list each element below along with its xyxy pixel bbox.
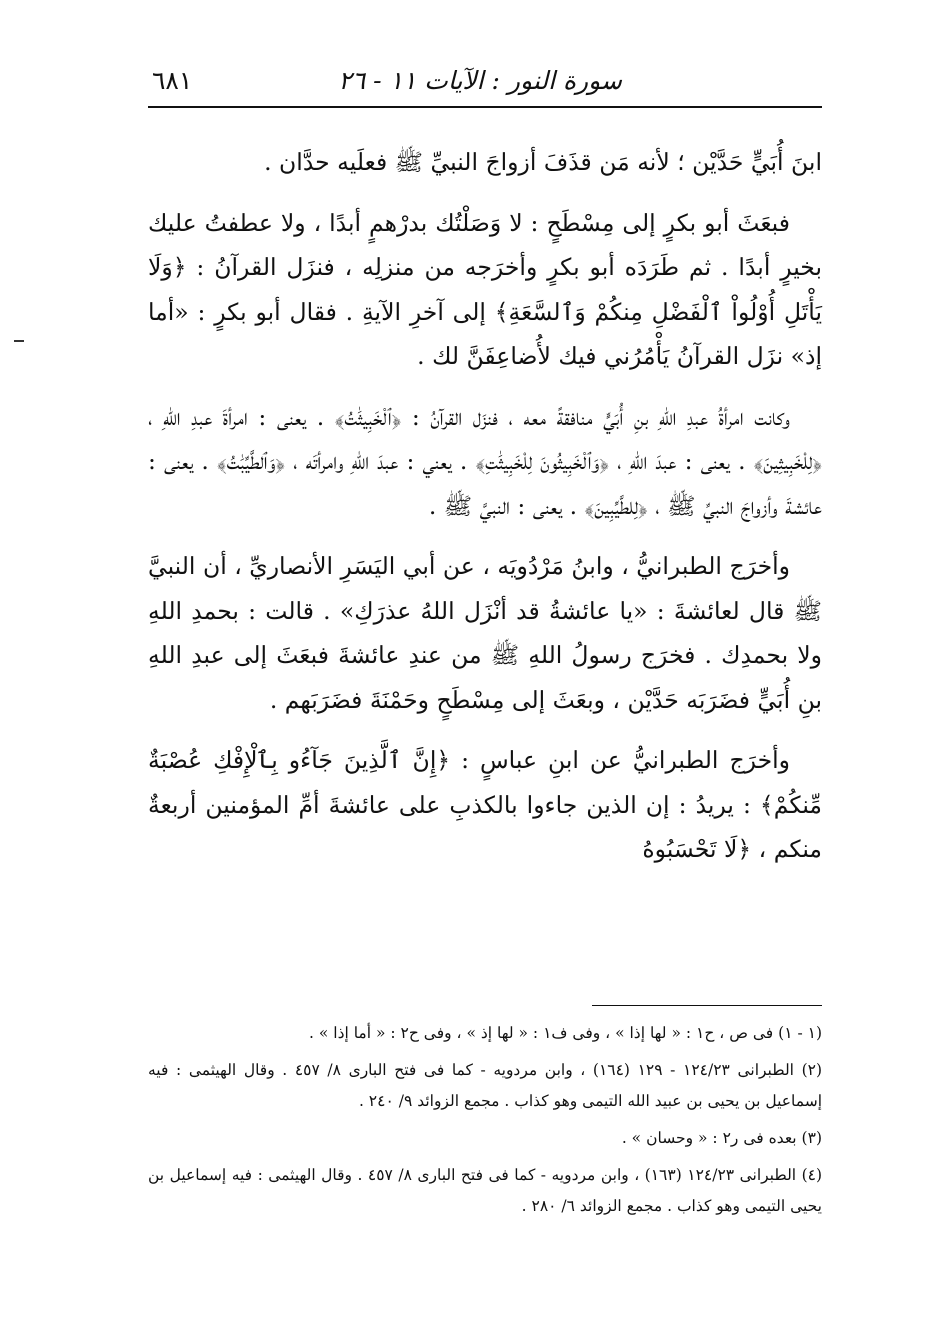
footnotes: [148, 1018, 822, 1228]
footnote-1: (١ - ١) فى ص ، ح١ : « لها إذا » ، وفى ف١ : « لها إذ » ، وفى ح٢ : « أما إذا » .: [309, 1024, 822, 1042]
margin-mark: [14, 340, 24, 342]
page-number: ٦٨١: [152, 66, 193, 95]
footnote-3: (٣) بعده فى ر٢ : « وحسان » .: [621, 1129, 822, 1147]
paragraph-3: وكانت امرأةُ عبدِ اللهِ بنِ أُبَيٍّ منافقةً معه ، فنزَل القرآنُ : ﴿ٱلْخَبِيثَٰتُ﴾ . يعنى : امرأةَ عبدِ اللهِ ، ﴿لِلْخَبِيثِينَ﴾ . يعنى : عبدَ اللهِ ، ﴿وَٱلْخَبِيثُونَ لِلْخَبِيثَٰتِ﴾ . يعني : عبدَ اللهِ وامرأتَه ، ﴿وَٱلطَّيِّبَٰتُ﴾ . يعنى : عائشةَ وأزواجَ النبيِّ ﷺ ، ﴿لِلطَّيِّبِينَ﴾ . يعنى : النبيَّ ﷺ .: [148, 402, 822, 520]
paragraph-1: ابنَ أُبَيٍّ حَدَّيْن ؛ لأنه مَن قذَفَ أزواجَ النبيِّ ﷺ فعلَيه حدَّان .: [264, 148, 822, 176]
footnote-divider: [592, 1005, 822, 1006]
footnote-2: (٢) الطبرانى ١٢٤/٢٣ - ١٢٩ (١٦٤) ، وابن مردويه - كما فى فتح البارى ٨/ ٤٥٧ . وقال الهيثمى : فيه إسماعيل بن يحيى بن عبيد الله التيمى وهو كذاب . مجمع الزوائد ٩/ ٢٤٠ .: [148, 1061, 823, 1110]
main-text: [148, 140, 822, 888]
surah-title: سورة النور : الآيات ١١ - ٢٦: [338, 66, 622, 95]
running-header: [148, 62, 822, 108]
paragraph-5: وأخرَج الطبرانيُّ عن ابنِ عباسٍ : ﴿إِنَّ ٱلَّذِينَ جَآءُو بِٱلْإِفْكِ عُصْبَةٌ مِّنكُمْ﴾ : يريدُ : إن الذين جاءوا بالكذبِ على عائشةَ أمِّ المؤمنين أربعةٌ منكم ، ﴿لَا تَحْسَبُوهُ: [148, 746, 822, 863]
footnote-4: (٤) الطبرانى ١٢٤/٢٣ (١٦٣) ، وابن مردويه - كما فى فتح البارى ٨/ ٤٥٧ . وقال الهيثمى : فيه إسماعيل بن يحيى التيمى وهو كذاب . مجمع الزوائد ٦/ ٢٨٠ .: [148, 1166, 823, 1215]
paragraph-4: وأخرَج الطبرانيُّ ، وابنُ مَرْدُويَه ، عن أبي اليَسَرِ الأنصاريِّ ، أن النبيَّ ﷺ قال لعائشةَ : «يا عائشةُ قد أنْزَل اللهُ عذرَكِ» . قالت : بحمدِ اللهِ ولا بحمدِك . فخرَج رسولُ اللهِ ﷺ من عندِ عائشةَ فبعَثَ إلى عبدِ اللهِ بنِ أُبَيٍّ فضَرَبَه حَدَّيْن ، وبعَثَ إلى مِسْطَحٍ وحَمْنَةَ فضَرَبَهم .: [148, 552, 822, 714]
paragraph-2: فبعَثَ أبو بكرٍ إلى مِسْطَحٍ : لا وَصَلْتُك بدرْهمٍ أبدًا ، ولا عطفتُ عليك بخيرٍ أبدًا . ثم طَرَدَه أبو بكرٍ وأخرَجه من منزلِه ، فنزَل القرآنُ : ﴿وَلَا يَأْتَلِ أُوْلُواْ ٱلْفَضْلِ مِنكُمْ وَٱلسَّعَةِ﴾ إلى آخرِ الآيةِ . فقال أبو بكرٍ : «أما إذ» نزَل القرآنُ يَأْمُرُني فيك لأُضاعِفَنَّ لك .: [148, 208, 822, 370]
